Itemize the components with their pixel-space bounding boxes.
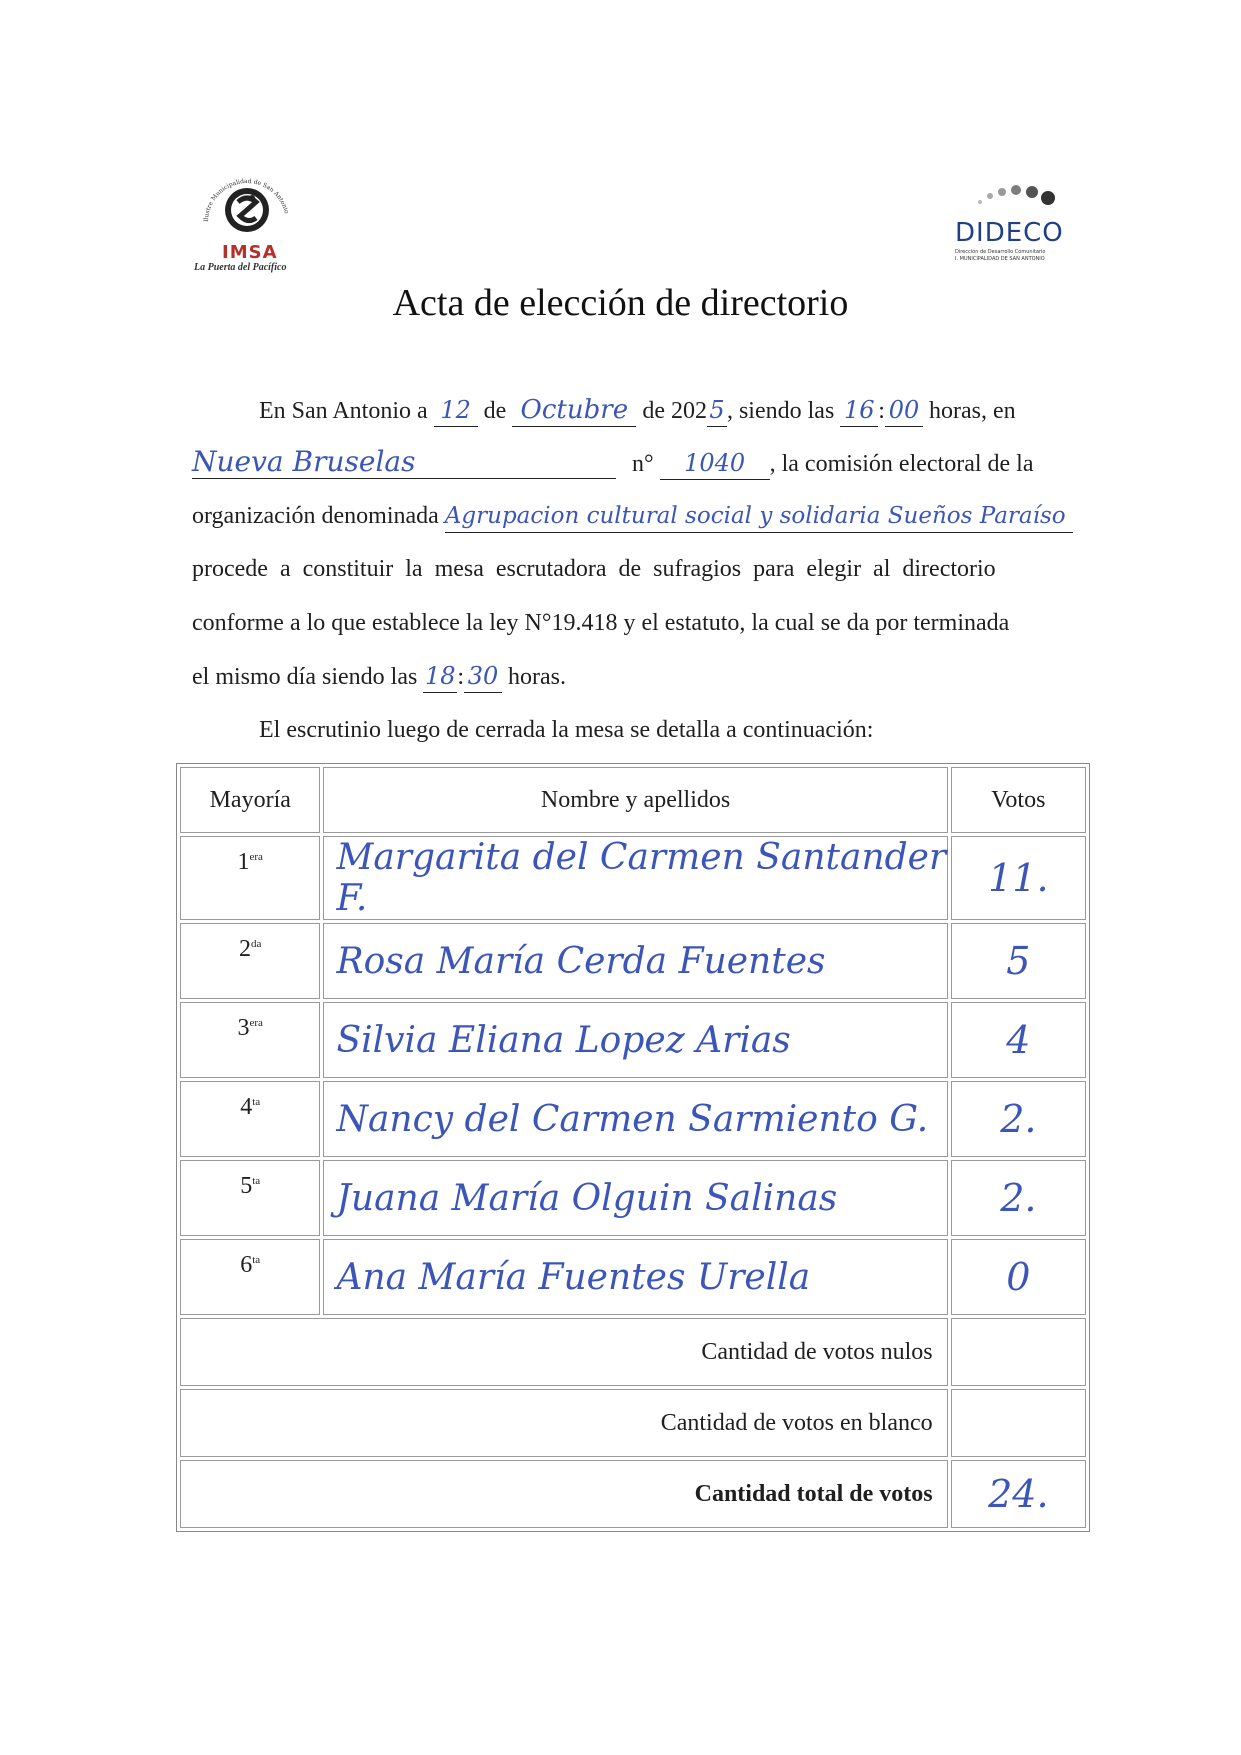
null-votes-row <box>180 1318 1086 1386</box>
text-n: n° <box>632 451 654 477</box>
month-field[interactable]: Octubre <box>512 394 636 427</box>
start-minute-field[interactable]: 00 <box>885 394 923 427</box>
page-title: Acta de elección de directorio <box>392 282 849 324</box>
organization-name-field[interactable]: Agrupacion cultural social y solidaria Sueños Paraíso <box>445 500 1073 533</box>
blank-votes-cell[interactable] <box>951 1389 1086 1457</box>
day-field[interactable]: 12 <box>434 394 478 427</box>
year-digit-field[interactable]: 5 <box>707 394 727 427</box>
total-votes-label: Cantidad total de votos <box>180 1460 948 1528</box>
paragraph-line-6: el mismo día siendo las 18: 30 horas. <box>192 660 566 693</box>
text-organizacion-denominada: organización denominada <box>192 503 439 529</box>
imsa-name: IMSA <box>222 242 278 263</box>
paragraph-line-5: conforme a lo que establece la ley N°19.418 y el estatuto, la cual se da por terminada <box>192 610 1010 636</box>
rank-cell: $2^{da}$ <box>180 923 320 999</box>
text-de: de <box>483 398 507 424</box>
header-nombre: Nombre y apellidos <box>323 767 947 833</box>
rank-cell: $1^{era}$ <box>180 836 320 920</box>
header-mayoria: Mayoría <box>180 767 320 833</box>
votes-cell[interactable]: 4 <box>951 1002 1086 1078</box>
votes-cell[interactable]: 0 <box>951 1239 1086 1315</box>
text-de-202: de 202 <box>642 398 707 424</box>
votes-cell[interactable]: 2. <box>951 1160 1086 1236</box>
votes-cell[interactable]: 11. <box>951 836 1086 920</box>
paragraph-line-7: El escrutinio luego de cerrada la mesa se detalla a continuación: <box>259 717 874 743</box>
paragraph-line-1: En San Antonio a 12 de Octubre de 2025, siendo las 16 : 00 horas, en <box>259 395 1016 425</box>
results-table <box>176 763 1090 1532</box>
rank-cell: $3^{era}$ <box>180 1002 320 1078</box>
text-horas-en: horas, en <box>928 398 1016 424</box>
table-row <box>180 1002 1086 1078</box>
rank-cell: $5^{ta}$ <box>180 1160 320 1236</box>
dideco-line1: Dirección de Desarrollo Comunitario <box>955 249 1046 255</box>
candidate-name-cell[interactable]: Rosa María Cerda Fuentes <box>323 923 947 999</box>
candidate-name-cell[interactable]: Ana María Fuentes Urella <box>323 1239 947 1315</box>
text-siendo-las: , siendo las <box>726 398 835 424</box>
candidate-name-cell[interactable]: Juana María Olguin Salinas <box>323 1160 947 1236</box>
total-votes-cell[interactable]: 24. <box>951 1460 1086 1528</box>
table-row <box>180 1160 1086 1236</box>
dideco-name: DIDECO <box>955 218 1064 248</box>
dideco-line2: I. MUNICIPALIDAD DE SAN ANTONIO <box>955 256 1045 262</box>
table-row <box>180 923 1086 999</box>
header-votos: Votos <box>951 767 1086 833</box>
table-row <box>180 1081 1086 1157</box>
rank-cell: $6^{ta}$ <box>180 1239 320 1315</box>
end-minute-field[interactable]: 30 <box>464 660 502 693</box>
votes-cell[interactable]: 5 <box>951 923 1086 999</box>
text-comision-electoral: , la comisión electoral de la <box>769 451 1034 477</box>
table-row <box>180 836 1086 920</box>
null-votes-label: Cantidad de votos nulos <box>180 1318 948 1386</box>
candidate-name-cell[interactable]: Silvia Eliana Lopez Arias <box>323 1002 947 1078</box>
end-hour-field[interactable]: 18 <box>423 660 457 693</box>
table-row <box>180 1239 1086 1315</box>
rank-cell: $4^{ta}$ <box>180 1081 320 1157</box>
votes-cell[interactable]: 2. <box>951 1081 1086 1157</box>
paragraph-line-3 <box>192 500 1073 533</box>
imsa-arc-text: Ilustre Municipalidad de San Antonio <box>202 177 291 223</box>
total-votes-row <box>180 1460 1086 1528</box>
number-field[interactable]: 1040 <box>660 447 770 480</box>
candidate-name-cell[interactable]: Nancy del Carmen Sarmiento G. <box>323 1081 947 1157</box>
blank-votes-label: Cantidad de votos en blanco <box>180 1389 948 1457</box>
start-hour-field[interactable]: 16 <box>840 394 878 427</box>
candidate-name-cell[interactable]: Margarita del Carmen Santander F. <box>323 836 947 920</box>
place-field[interactable]: Nueva Bruselas <box>192 446 616 479</box>
table-header-row <box>180 767 1086 833</box>
paragraph-line-4: procede a constituir la mesa escrutadora de sufragios para elegir al directorio <box>192 556 996 582</box>
paragraph-line-2 <box>192 446 1034 480</box>
null-votes-cell[interactable] <box>951 1318 1086 1386</box>
text-el-mismo-dia: el mismo día siendo las <box>192 664 418 690</box>
text-en-san-antonio: En San Antonio a <box>259 398 428 424</box>
text-horas: horas. <box>507 664 566 690</box>
imsa-tagline: La Puerta del Pacífico <box>194 262 287 273</box>
blank-votes-row <box>180 1389 1086 1457</box>
